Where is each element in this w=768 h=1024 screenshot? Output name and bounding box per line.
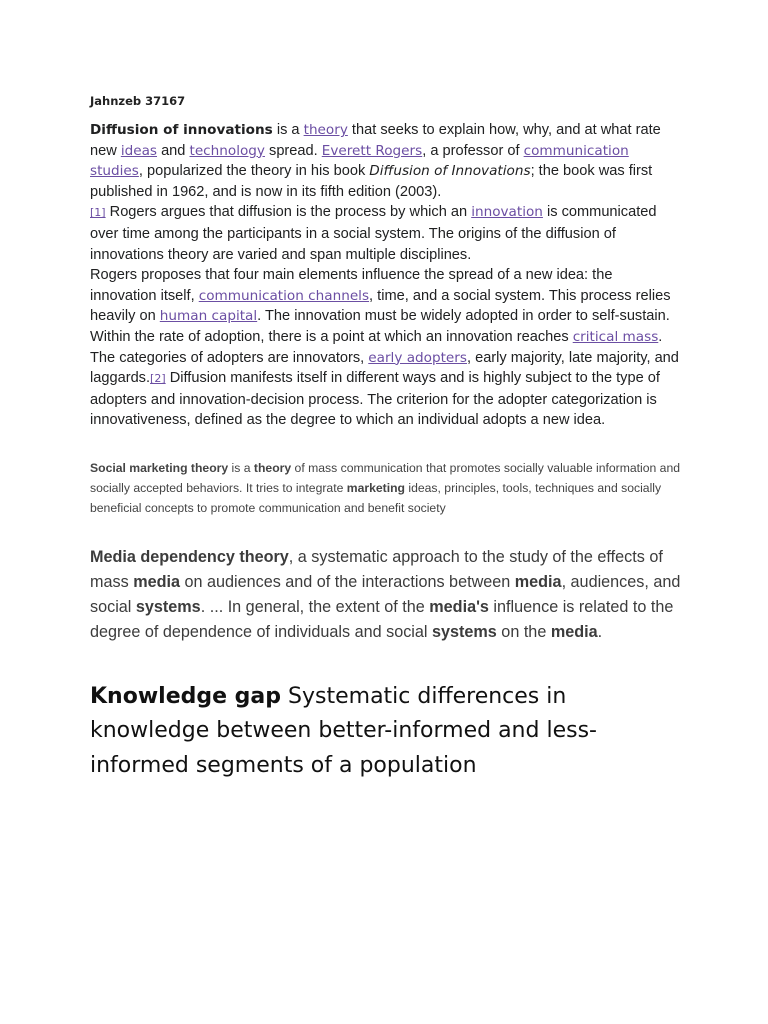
- media-dependency-term: Media dependency theory: [90, 547, 289, 566]
- social-marketing-term: Social marketing theory: [90, 460, 229, 475]
- technology-link[interactable]: technology: [189, 142, 265, 159]
- reference-1-link[interactable]: [1]: [90, 206, 106, 220]
- text-span: . The innovation must be widely adopted in order to self-sustain. Within the rate of adoption, there is a point at which an innovation reaches: [90, 308, 670, 345]
- bold-text: theory: [253, 460, 292, 475]
- text-span: The categories of adopters are innovators,: [90, 349, 369, 366]
- bold-text: systems: [432, 622, 497, 641]
- reference-2-link[interactable]: [2]: [150, 372, 166, 386]
- text-span: Rogers argues that diffusion is the process by which an: [105, 204, 472, 221]
- text-span: , popularized the theory in his book: [138, 163, 370, 180]
- everett-rogers-link[interactable]: Everett Rogers: [321, 142, 423, 159]
- innovation-link[interactable]: innovation: [471, 204, 543, 221]
- text-span: . ... In general, the extent of the: [200, 597, 430, 616]
- text-span: , time, and a social system. This process relies heavily on: [90, 287, 671, 325]
- social-marketing-paragraph: [90, 458, 682, 518]
- text-span: Diffusion manifests itself in different ways and is highly subject to the type of adopters and innovation-decision process. The criterion for the adopter categorization is innovativeness, defined as the degree to which an individual adopts a new idea.: [90, 370, 660, 429]
- text-span: .: [658, 328, 663, 345]
- text-span: on audiences and of the interactions between: [179, 572, 515, 591]
- diffusion-paragraph: [90, 120, 682, 431]
- text-span: of mass communication that promotes socially valuable information and socially accepted behaviors. It tries to integrate: [90, 460, 681, 495]
- text-span: ; the book was first published in 1962, and is now in its fifth edition (2003).: [90, 163, 653, 200]
- book-title: Diffusion of Innovations: [369, 163, 531, 180]
- text-span: is communicated over time among the participants in a social system. The origins of the diffusion of innovations theory are varied and span multiple disciplines.: [90, 204, 657, 263]
- text-span: , audiences, and social: [90, 572, 681, 616]
- theory-link[interactable]: theory: [303, 122, 348, 138]
- media-dependency-paragraph: [90, 545, 682, 645]
- knowledge-gap-paragraph: [90, 680, 682, 784]
- text-span: is a: [272, 122, 304, 138]
- text-span: that seeks to explain how, why, and at what rate new: [90, 122, 661, 159]
- bold-text: media: [514, 572, 562, 591]
- knowledge-gap-term: Knowledge gap: [90, 683, 282, 709]
- text-span: on the: [496, 622, 551, 641]
- human-capital-link[interactable]: human capital: [159, 308, 258, 325]
- text-span: Rogers proposes that four main elements influence the spread of a new idea: the innovation itself,: [90, 267, 613, 304]
- bold-text: media: [550, 622, 598, 641]
- communication-studies-link[interactable]: communication studies: [90, 142, 629, 180]
- diffusion-term: Diffusion of innovations: [90, 122, 273, 138]
- critical-mass-link[interactable]: critical mass: [572, 328, 659, 345]
- communication-channels-link[interactable]: communication channels: [198, 287, 370, 304]
- text-span: is a: [228, 460, 254, 475]
- bold-text: systems: [135, 597, 201, 616]
- text-span: ideas, principles, tools, techniques and socially beneficial concepts to promote communication and benefit society: [90, 480, 662, 515]
- text-span: and: [157, 142, 190, 159]
- ideas-link[interactable]: ideas: [120, 142, 158, 159]
- author-line: Jahnzeb 37167: [90, 94, 186, 108]
- bold-text: media's: [429, 597, 489, 616]
- text-span: .: [597, 622, 603, 641]
- early-adopters-link[interactable]: early adopters: [368, 349, 467, 366]
- document-page: [90, 94, 682, 783]
- bold-text: media: [133, 572, 180, 591]
- text-span: Systematic differences in knowledge between better-informed and less-informed segments of a population: [90, 683, 597, 778]
- text-span: , a professor of: [422, 142, 524, 159]
- text-span: spread.: [264, 142, 322, 159]
- text-span: , a systematic approach to the study of the effects of mass: [90, 547, 663, 591]
- text-span: , early majority, late majority, and laggards.: [90, 349, 679, 387]
- bold-text: marketing: [346, 480, 405, 495]
- text-span: influence is related to the degree of dependence of individuals and social: [90, 597, 674, 641]
